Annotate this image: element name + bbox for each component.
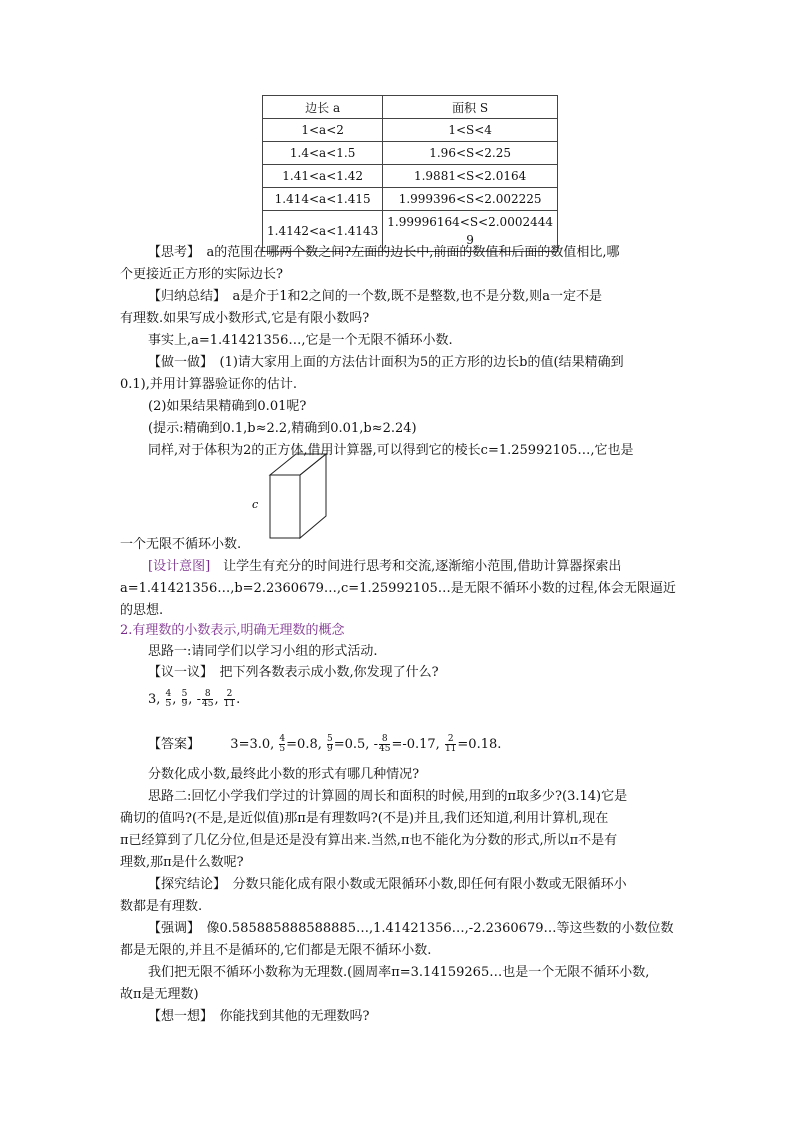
text-line: 有理数.如果写成小数形式,它是有限小数吗? <box>120 311 370 326</box>
text-line: a=1.41421356…,b=2.2360679…,c=1.25992105…是无限不循环小数的过程,体会无限逼近 <box>120 581 676 596</box>
text-line: (2)如果结果精确到0.01呢? <box>148 399 307 414</box>
fraction-8-45: $\frac{8}{45}$ <box>378 734 391 754</box>
text-line: π已经算到了几亿分位,但是还是没有算出来.当然,π也不能化为分数的形式,所以π不是有 <box>120 833 618 848</box>
text-line: 思路二:回忆小学我们学过的计算圆的周长和面积的时候,用到的π取多少?(3.14)它是 <box>148 789 628 804</box>
fraction-list: 3, $\frac{4}{5}$ , $\frac{5}{9}$ , - $\frac{8}{45}$ , $\frac{2}{11}$ . <box>148 689 241 709</box>
table-cell: 1.41<a<1.42 <box>263 165 383 188</box>
fraction-2-11: $\frac{2}{11}$ <box>444 734 457 754</box>
text-line: 理数,那π是什么数呢? <box>120 855 244 870</box>
answer-0-17: =-0.17, <box>391 737 440 752</box>
fraction-5-9: $\frac{5}{9}$ <box>181 689 188 709</box>
design-intent-tag: [设计意图] <box>148 559 211 574</box>
cell-text: 1.99996164<S<2.0002444 <box>387 215 553 229</box>
discuss-line: 【议一议】 把下列各数表示成小数,你发现了什么? <box>148 665 439 680</box>
answer-3: 3=3.0, <box>230 737 275 752</box>
conclusion-line: 【探究结论】 分数只能化成有限小数或无限循环小数,即任何有限小数或无限循环小 <box>148 877 627 892</box>
table-header-row <box>263 96 558 119</box>
text-line: 个更接近正方形的实际边长? <box>120 267 283 282</box>
text-line: 都是无限的,并且不是循环的,它们都是无限不循环小数. <box>120 943 432 958</box>
fraction-8-45: $\frac{8}{45}$ <box>201 689 214 709</box>
table-cell: 1.4<a<1.5 <box>263 142 383 165</box>
cube-figure <box>250 450 330 544</box>
answer-0-18: =0.18. <box>457 737 502 752</box>
cube-edge-label: c <box>252 498 259 511</box>
think-line: 【想一想】 你能找到其他的无理数吗? <box>148 1009 370 1024</box>
design-intent-text: 让学生有充分的时间进行思考和交流,逐渐缩小范围,借助计算器探索出 <box>210 559 622 574</box>
text-line: 故π是无理数) <box>120 987 199 1002</box>
table-row <box>263 119 558 142</box>
table-cell: 1.4142<a<1.4143 <box>263 211 383 252</box>
table-row <box>263 165 558 188</box>
text-line: 同样,对于体积为2的正方体,借用计算器,可以得到它的棱长c=1.25992105…,它也是 <box>148 443 634 458</box>
text-line: 0.1),并用计算器验证你的估计. <box>120 377 298 392</box>
header-side: 边长 a <box>263 96 383 119</box>
text-line: 分数化成小数,最终此小数的形式有哪几种情况? <box>148 767 420 782</box>
hint-line: (提示:精确到0.1,b≈2.2,精确到0.01,b≈2.24) <box>148 421 417 436</box>
fraction-2-11: $\frac{2}{11}$ <box>223 689 236 709</box>
answer-0-5: =0.5, <box>333 737 370 752</box>
section-heading: 2.有理数的小数表示,明确无理数的概念 <box>120 623 345 638</box>
header-area: 面积 S <box>383 96 558 119</box>
table-cell: 1.96<S<2.25 <box>383 142 558 165</box>
design-intent-line <box>148 557 708 577</box>
text-line: 一个无限不循环小数. <box>120 537 242 552</box>
table-row <box>263 142 558 165</box>
text-line: 事实上,a=1.41421356…,它是一个无限不循环小数. <box>148 333 453 348</box>
answer-0-8: =0.8, <box>286 737 322 752</box>
table-cell: 1<S<4 <box>383 119 558 142</box>
text-line: 确切的值吗?(不是,是近似值)那π是有理数吗?(不是)并且,我们还知道,利用计算机,现在 <box>120 811 609 826</box>
text-line: 思路一:请同学们以学习小组的形式活动. <box>148 644 378 659</box>
table-cell: 1<a<2 <box>263 119 383 142</box>
summary-line: 【归纳总结】 a是介于1和2之间的一个数,既不是整数,也不是分数,则a一定不是 <box>148 289 602 304</box>
table-row <box>263 188 558 211</box>
table-cell: 1.414<a<1.415 <box>263 188 383 211</box>
fraction-5-9: $\frac{5}{9}$ <box>327 734 333 754</box>
fraction-4-5: $\frac{4}{5}$ <box>279 734 286 754</box>
table-cell: 1.999396<S<2.002225 <box>383 188 558 211</box>
do-it-line: 【做一做】 (1)请大家用上面的方法估计面积为5的正方形的边长b的值(结果精确到 <box>148 355 624 370</box>
answer-tag: 【答案】 <box>148 737 201 752</box>
number-three: 3, <box>148 692 161 707</box>
cell-text-wrap: 9 <box>466 233 474 247</box>
table-cell: 1.9881<S<2.0164 <box>383 165 558 188</box>
thinking-line: 【思考】 a的范围在哪两个数之间?左面的边长中,前面的数值和后面的数值相比,哪 <box>148 245 620 260</box>
fraction-4-5: $\frac{4}{5}$ <box>165 689 172 709</box>
answer-line: 【答案】 3=3.0, $\frac{4}{5}$ =0.8, $\frac{5}{9}$ =0.5, - $\frac{8}{45}$ =-0.17, $\frac{2}{11}$ =0.18. <box>148 734 502 754</box>
text-line: 我们把无限不循环小数称为无理数.(圆周率π=3.14159265…也是一个无限不循环小数, <box>148 965 650 980</box>
text-line: 的思想. <box>120 603 164 618</box>
text-line: 数都是有理数. <box>120 899 203 914</box>
emphasis-line: 【强调】 像0.585885888588885…,1.41421356…,-2.2360679…等这些数的小数位数 <box>148 921 674 936</box>
side-area-table <box>262 95 558 252</box>
